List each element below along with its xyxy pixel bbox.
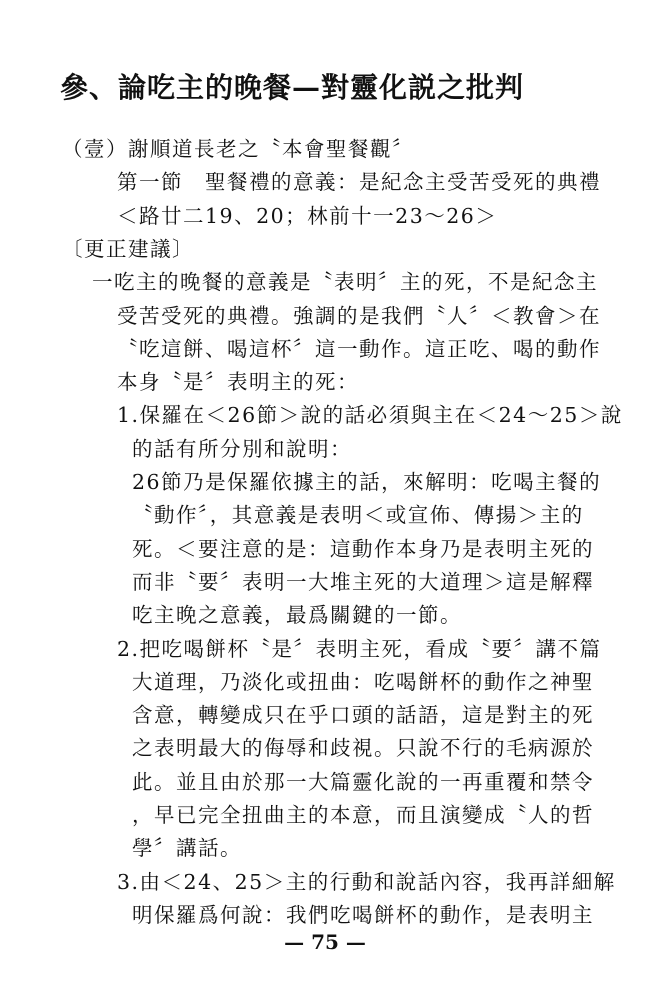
sub-2-line: 含意，轉變成只在乎口頭的話語，這是對主的死 [132,703,594,727]
item-1-line: 一吃主的晚餐的意義是〝表明〞主的死，不是紀念主 [92,270,598,294]
page-title: 參、論吃主的晚餐—對靈化説之批判 [60,71,525,104]
sub-3-line: 3.由＜24、25＞主的行動和說話內容，我再詳細解 [117,870,616,894]
sub-2-line: 之表明最大的侮辱和歧視。只說不行的毛病源於 [132,736,594,760]
sub-1-line: 死。＜要注意的是：這動作本身乃是表明主死的 [132,537,594,561]
item-1-line: 〝吃這餅、喝這杯〞這一動作。這正吃、喝的動作 [117,337,601,361]
heading-2: 〔更正建議〕 [62,237,194,261]
sub-2-line: ，早已完全扭曲主的本意，而且演變成〝人的哲 [132,803,594,827]
item-1-line: 本身〝是〞表明主的死： [117,370,359,394]
sub-1-line: 而非〝要〞表明一大堆主死的大道理＞這是解釋 [132,570,594,594]
page-number: — 75 — [284,930,366,954]
heading-1: （壹）謝順道長老之〝本會聖餐觀〞 [62,137,414,161]
sub-1-line: 〝動作〞，其意義是表明＜或宣佈、傳揚＞主的 [132,503,584,527]
item-1-line: 受苦受死的典禮。強調的是我們〝人〞＜教會＞在 [117,304,601,328]
section-line-1: 第一節 聖餐禮的意義：是紀念主受苦受死的典禮 [117,170,601,194]
sub-1-line: 的話有所分別和說明： [132,437,352,461]
section-line-2: ＜路廿二19、20；林前十一23～26＞ [117,204,498,228]
sub-1-line: 26節乃是保羅依據主的話，來解明：吃喝主餐的 [132,470,602,494]
sub-1-line: 吃主晚之意義，最爲關鍵的一節。 [132,603,462,627]
sub-2-line: 大道理，乃淡化或扭曲：吃喝餅杯的動作之神聖 [132,670,594,694]
sub-2-line: 學〞講話。 [132,836,242,860]
sub-3-line: 明保羅爲何說：我們吃喝餅杯的動作，是表明主 [132,903,594,927]
sub-2-line: 2.把吃喝餅杯〝是〞表明主死，看成〝要〞講不篇 [117,637,602,661]
sub-1-line: 1.保羅在＜26節＞說的話必須與主在＜24～25＞說 [117,403,623,427]
sub-2-line: 此。並且由於那一大篇靈化說的一再重覆和禁令 [132,770,594,794]
